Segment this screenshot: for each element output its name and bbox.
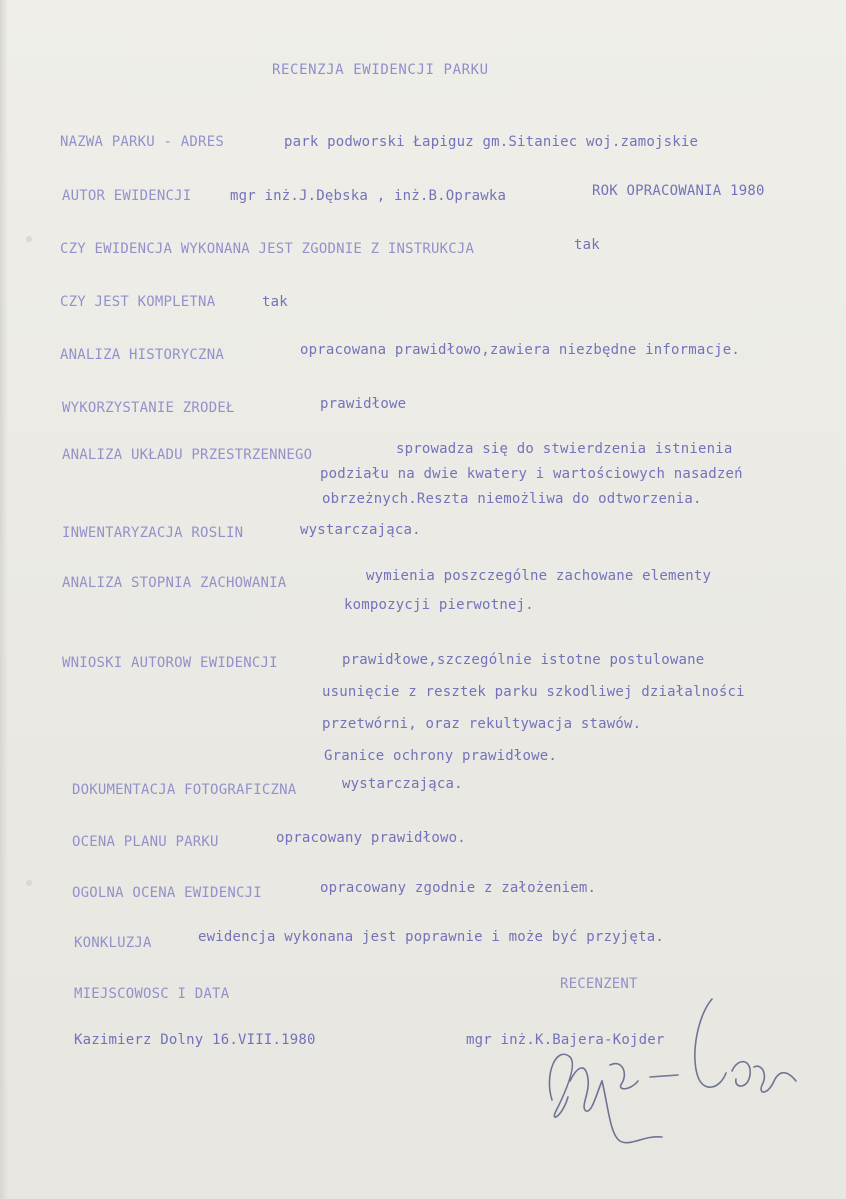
punch-hole: [26, 880, 32, 886]
author-label: AUTOR EWIDENCJI: [62, 188, 192, 204]
year-label: ROK OPRACOWANIA 1980: [592, 183, 765, 199]
plant-inventory-value: wystarczająca.: [300, 522, 421, 538]
author-value: mgr inż.J.Dębska , inż.B.Oprawka: [230, 188, 507, 204]
spatial-layout-line-2: podziału na dwie kwatery i wartościowych nasadzeń: [320, 466, 743, 482]
compliance-label: CZY EWIDENCJA WYKONANA JEST ZGODNIE Z INSTRUKCJA: [60, 241, 475, 257]
conclusions-label: WNIOSKI AUTOROW EWIDENCJI: [62, 655, 278, 671]
punch-hole: [26, 236, 32, 242]
overall-rating-label: OGOLNA OCENA EWIDENCJI: [72, 885, 262, 901]
historical-analysis-label: ANALIZA HISTORYCZNA: [60, 347, 224, 363]
preservation-line-1: wymienia poszczególne zachowane elementy: [366, 568, 712, 584]
conclusions-line-2: usunięcie z resztek parku szkodliwej działalności: [322, 684, 745, 700]
completeness-value: tak: [262, 294, 288, 310]
historical-analysis-value: opracowana prawidłowo,zawiera niezbędne informacje.: [300, 342, 741, 358]
overall-rating-value: opracowany zgodnie z założeniem.: [320, 880, 597, 896]
preservation-line-2: kompozycji pierwotnej.: [344, 597, 534, 613]
sources-label: WYKORZYSTANIE ZRODEŁ: [62, 400, 235, 416]
photo-documentation-label: DOKUMENTACJA FOTOGRAFICZNA: [72, 782, 297, 798]
conclusions-line-4: Granice ochrony prawidłowe.: [324, 748, 557, 764]
sources-value: prawidłowe: [320, 396, 407, 412]
compliance-value: tak: [574, 237, 600, 253]
conclusion-value: ewidencja wykonana jest poprawnie i może być przyjęta.: [198, 929, 664, 945]
conclusions-line-1: prawidłowe,szczególnie istotne postulowane: [342, 652, 705, 668]
plant-inventory-label: INWENTARYZACJA ROSLIN: [62, 525, 244, 541]
spatial-layout-label: ANALIZA UKŁADU PRZESTRZENNEGO: [62, 447, 313, 463]
document-title: RECENZJA EWIDENCJI PARKU: [272, 62, 489, 78]
spatial-layout-line-1: sprowadza się do stwierdzenia istnienia: [396, 441, 733, 457]
conclusions-line-3: przetwórni, oraz rekultywacja stawów.: [322, 716, 642, 732]
place-date-label: MIEJSCOWOSC I DATA: [74, 986, 230, 1002]
completeness-label: CZY JEST KOMPLETNA: [60, 294, 216, 310]
spatial-layout-line-3: obrzeżnych.Reszta niemożliwa do odtworzenia.: [322, 491, 702, 507]
photo-documentation-value: wystarczająca.: [342, 776, 463, 792]
paper-left-edge: [0, 0, 8, 1199]
handwritten-signature: [512, 985, 812, 1155]
park-name-label: NAZWA PARKU - ADRES: [60, 134, 224, 150]
park-name-value: park podworski Łapiguz gm.Sitaniec woj.zamojskie: [284, 134, 699, 150]
preservation-label: ANALIZA STOPNIA ZACHOWANIA: [62, 575, 287, 591]
place-date-value: Kazimierz Dolny 16.VIII.1980: [74, 1032, 316, 1048]
conclusion-label: KONKLUZJA: [74, 935, 152, 951]
park-plan-label: OCENA PLANU PARKU: [72, 834, 219, 850]
park-plan-value: opracowany prawidłowo.: [276, 830, 466, 846]
reviewer-label: RECENZENT: [560, 976, 638, 992]
reviewer-name: mgr inż.K.Bajera-Kojder: [466, 1032, 665, 1048]
